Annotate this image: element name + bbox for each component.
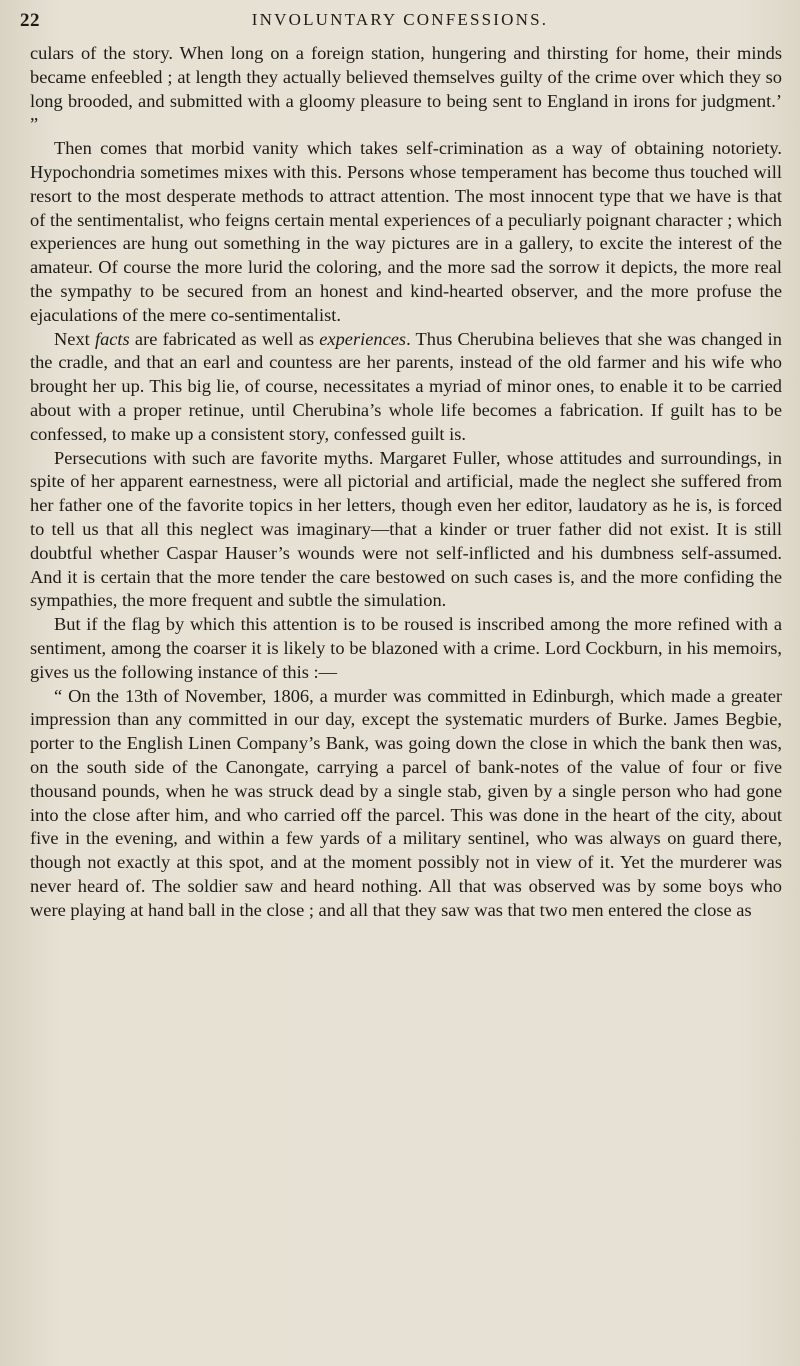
paragraph-quotation: “ On the 13th of November, 1806, a murder was committed in Edinburgh, which made a greater impression than any committed in our day, except the systematic murders of Burke. James Begbie, porter to the English Linen Company’s Bank, was going down the close in which the bank then was, on the south side of the Canongate, carrying a parcel of bank-notes of the value of four or five thousand pounds, when he was struck dead by a single stab, given by a single person who had gone into the close after him, and who carried off the parcel. This was done in the heart of the city, about five in the evening, and within a few yards of a military sentinel, who was always on guard there, though not exactly at this spot, and at the moment possibly not in view of it. Yet the murderer was never heard of. The soldier saw and heard nothing. All that was observed was by some boys who were playing at hand ball in the close ; and all that they saw was that two men entered the close as xyxy=(30,685,782,920)
text-run: are fabricated as well as xyxy=(129,328,320,349)
running-head: INVOLUNTARY CONFESSIONS. xyxy=(251,10,549,29)
paragraph-morbid-vanity: Then comes that morbid vanity which takes self-crimination as a way of obtaining notoriety. Hypochondria sometimes mixes with this. Persons whose temperament has become thus touched will resort to the most desperate methods to attract attention. The most innocent type that we have is that of the sentimentalist, who feigns certain mental experiences of a peculiarly poignant character ; which experiences are hung out something in the way pictures are in a gallery, to excite the interest of the amateur. Of course the more lurid the coloring, and the more sad the sorrow it depicts, the more real the sympathy to be secured from an honest and kind-hearted observer, and the more profuse the ejaculations of the mere co-sentimentalist. xyxy=(30,138,782,325)
paragraph-fabricated-facts xyxy=(30,328,782,447)
italic-experiences: experiences xyxy=(319,328,407,349)
page-header xyxy=(20,10,780,36)
text-run: . Thus Cherubina believes that she was changed in the cradle, and that an earl and countess are her parents, instead of the old farmer and his wife who brought her up. This big lie, of course, necessitates a myriad of minor ones, to enable it to be carried about with a proper retinue, until Cherubina’s whole life becomes a fabrication. If guilt has to be confessed, to make up a consistent story, confessed guilt is. xyxy=(30,328,782,444)
italic-facts: facts xyxy=(94,328,130,349)
body-text xyxy=(30,42,782,922)
text-run: Next xyxy=(54,328,95,349)
page-number: 22 xyxy=(20,10,40,31)
paragraph-persecutions: Persecutions with such are favorite myths. Margaret Fuller, whose attitudes and surroundings, in spite of her apparent earnestness, were all pictorial and artificial, made the neglect she suffered from her father one of the favorite topics in her letters, though even her editor, laudatory as he is, is forced to tell us that all this neglect was imaginary—that a kinder or truer father did not exist. It is still doubtful whether Caspar Hauser’s wounds were not self-inflicted and his dumbness self-assumed. And it is certain that the more tender the care bestowed on such cases is, and the more confiding the sympathies, the more frequent and subtle the simulation. xyxy=(30,447,782,611)
paragraph-continuation: culars of the story. When long on a foreign station, hungering and thirsting for home, their minds became enfeebled ; at length they actually believed themselves guilty of the crime over which they so long brooded, and submitted with a gloomy pleasure to being sent to England in irons for judgment.’ ” xyxy=(30,43,782,135)
paragraph-flag: But if the flag by which this attention is to be roused is inscribed among the more refined with a sentiment, among the coarser it is likely to be blazoned with a crime. Lord Cockburn, in his memoirs, gives us the following instance of this :— xyxy=(30,614,782,682)
